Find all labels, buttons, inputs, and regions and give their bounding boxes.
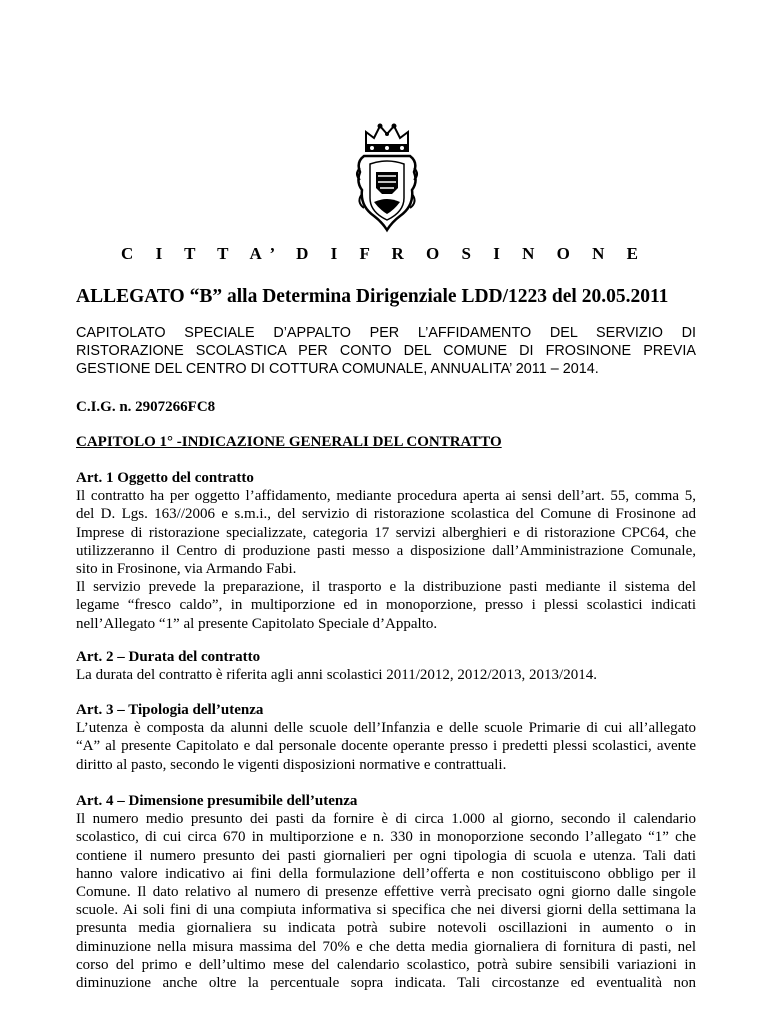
article-4 <box>76 792 696 992</box>
article-line: Il servizio prevede la preparazione, il trasporto e la distribuzione pasti mediante il sistema del <box>76 579 696 596</box>
article-2 <box>76 648 696 684</box>
article-heading: Art. 2 – Durata del contratto <box>76 649 261 665</box>
article-3 <box>76 701 696 774</box>
article-line: corso del primo e dell’ultimo mese del calendario scolastico, potrà subire sensibili variazioni in <box>76 956 696 973</box>
specification-title-line: CAPITOLATO SPECIALE D’APPALTO PER L’AFFIDAMENTO DEL SERVIZIO DI <box>76 325 696 341</box>
article-heading: Art. 1 Oggetto del contratto <box>76 470 254 486</box>
specification-title-line: GESTIONE DEL CENTRO DI COTTURA COMUNALE, ANNUALITA’ 2011 – 2014. <box>76 361 599 377</box>
article-heading: Art. 3 – Tipologia dell’utenza <box>76 702 264 718</box>
article-line: nell’Allegato “1” al presente Capitolato Speciale d’Appalto. <box>76 615 438 632</box>
article-line: Il numero medio presunto dei pasti da fornire è di circa 1.000 al giorno, secondo il calendario <box>76 811 696 828</box>
article-line: L’utenza è composta da alunni delle scuole dell’Infanzia e delle scuole Primarie di cui all’allegato <box>76 720 696 737</box>
article-line: La durata del contratto è riferita agli anni scolastici 2011/2012, 2012/2013, 2013/2014. <box>76 667 597 684</box>
article-line: presunta media giornaliera su indicata potrà subire notevoli oscillazioni in aumento o in <box>76 920 696 937</box>
article-line: Imprese di ristorazione specializzate, categoria 17 servizi alberghieri e di ristorazione CPC64, che <box>76 524 696 541</box>
city-title: C I T T A’ D I F R O S I N O N E <box>121 244 647 263</box>
frosinone-coat-of-arms-icon <box>352 118 422 238</box>
cig-code: C.I.G. n. 2907266FC8 <box>76 399 216 415</box>
article-line: legame “fresco caldo”, in multiporzione ed in monoporzione, presso i plessi scolastici indicati <box>76 597 696 614</box>
specification-title-line: RISTORAZIONE SCOLASTICA PER CONTO DEL COMUNE DI FROSINONE PREVIA <box>76 343 696 359</box>
article-line: diminuzione nella misura massima del 70% e che detta media giornaliera di fornitura di pasti, nel <box>76 938 696 955</box>
article-line: scolastico, di cui circa 670 in multiporzione e n. 330 in monoporzione secondo l’allegato “1” che <box>76 829 696 846</box>
annex-title: ALLEGATO “B” alla Determina Dirigenziale LDD/1223 del 20.05.2011 <box>76 286 669 307</box>
article-line: scuole. Ai soli fini di una compiuta informativa si specifica che nei diversi giorni della settimana la <box>76 902 696 919</box>
article-line: Comune. Il dato relativo al numero di presenze effettive verrà precisato ogni giorno dalle singole <box>76 884 696 901</box>
article-line: hanno valore indicativo ai fini della formulazione dell’offerta e non costituiscono obbligo per il <box>76 865 696 882</box>
article-line: diritto al pasto, secondo le vigenti disposizioni normative e contrattuali. <box>76 756 507 773</box>
article-line: Il contratto ha per oggetto l’affidamento, mediante procedura aperta ai sensi dell’art. 55, comma 5, <box>76 488 696 505</box>
specification-title <box>76 324 696 378</box>
chapter-heading: CAPITOLO 1° -INDICAZIONE GENERALI DEL CONTRATTO <box>76 434 502 450</box>
article-line: “A” al presente Capitolato e dal personale docente operante presso i predetti plessi scolastici, avente <box>76 738 696 755</box>
article-line: diminuzione anche oltre la percentuale sopra indicata. Tali circostanze ed eventualità non <box>76 975 696 992</box>
article-line: sito in Frosinone, via Armando Fabi. <box>76 561 297 578</box>
article-heading: Art. 4 – Dimensione presumibile dell’utenza <box>76 793 358 809</box>
article-line: contiene il numero presunto dei pasti giornalieri per ogni tipologia di scuola e utenza. Tali dati <box>76 847 696 864</box>
article-line: utilizzeranno il Centro di produzione pasti messo a disposizione dall’Amministrazione Comunale, <box>76 542 696 559</box>
article-line: del D. Lgs. 163//2006 e s.m.i., del servizio di ristorazione scolastica del Comune di Frosinone ad <box>76 506 696 523</box>
article-1 <box>76 469 696 633</box>
